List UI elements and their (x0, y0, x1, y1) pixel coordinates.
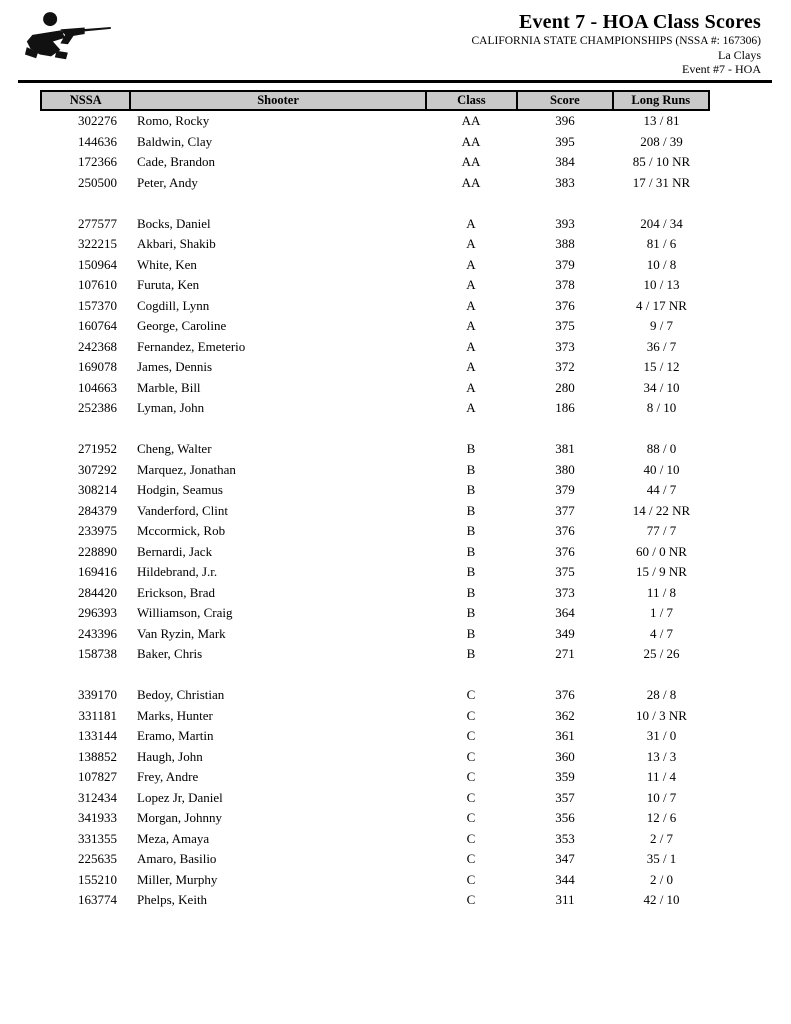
cell-shooter: Phelps, Keith (137, 892, 208, 908)
cell-shooter: Fernandez, Emeterio (137, 338, 246, 354)
cell-score: 376 (555, 523, 575, 539)
cell-score: 375 (555, 318, 575, 334)
cell-shooter: Marks, Hunter (137, 707, 213, 723)
table-row (40, 788, 710, 809)
column-header-long-runs: Long Runs (612, 92, 708, 109)
cell-nssa: 138852 (78, 748, 117, 764)
cell-long-runs: 60 / 0 NR (636, 543, 687, 559)
cell-class: C (466, 851, 476, 867)
table-row (40, 644, 710, 665)
cell-class: C (466, 748, 476, 764)
cell-shooter: Meza, Amaya (137, 830, 210, 846)
cell-nssa: 242368 (78, 338, 117, 354)
table-row (40, 357, 710, 378)
cell-shooter: Furuta, Ken (137, 277, 200, 293)
cell-nssa: 277577 (78, 215, 117, 231)
cell-score: 280 (555, 379, 575, 395)
column-header-class: Class (425, 92, 516, 109)
cell-score: 373 (555, 584, 575, 600)
cell-long-runs: 36 / 7 (646, 338, 677, 354)
cell-class: B (466, 523, 476, 539)
cell-long-runs: 35 / 1 (646, 851, 677, 867)
table-row (40, 849, 710, 870)
cell-shooter: Haugh, John (137, 748, 203, 764)
cell-class: A (466, 297, 476, 313)
table-row (40, 501, 710, 522)
cell-class: B (466, 584, 476, 600)
cell-long-runs: 10 / 3 NR (636, 707, 687, 723)
cell-shooter: Baldwin, Clay (137, 133, 213, 149)
cell-long-runs: 85 / 10 NR (632, 154, 691, 170)
cell-class: AA (461, 113, 481, 129)
cell-long-runs: 13 / 81 (643, 113, 680, 129)
cell-nssa: 284420 (78, 584, 117, 600)
cell-nssa: 157370 (78, 297, 117, 313)
table-row (40, 706, 710, 727)
table-header-row (40, 90, 710, 111)
table-row (40, 275, 710, 296)
cell-nssa: 252386 (78, 400, 117, 416)
cell-shooter: Vanderford, Clint (137, 502, 228, 518)
cell-shooter: Amaro, Basilio (137, 851, 217, 867)
cell-score: 381 (555, 441, 575, 457)
cell-shooter: Cheng, Walter (137, 441, 212, 457)
cell-long-runs: 34 / 10 (643, 379, 680, 395)
cell-long-runs: 42 / 10 (643, 892, 680, 908)
cell-score: 271 (555, 646, 575, 662)
table-row (40, 726, 710, 747)
table-row (40, 480, 710, 501)
table-row (40, 808, 710, 829)
cell-shooter: Romo, Rocky (137, 113, 210, 129)
skeet-shooter-logo-icon (18, 6, 114, 62)
cell-long-runs: 13 / 3 (646, 748, 677, 764)
table-row (40, 398, 710, 419)
cell-score: 356 (555, 810, 575, 826)
cell-score: 379 (555, 256, 575, 272)
table-row (40, 562, 710, 583)
cell-shooter: Bernardi, Jack (137, 543, 213, 559)
cell-class: A (466, 338, 476, 354)
cell-class: C (466, 687, 476, 703)
table-row (40, 460, 710, 481)
cell-nssa: 228890 (78, 543, 117, 559)
cell-shooter: Erickson, Brad (137, 584, 215, 600)
header-divider-rule (18, 80, 772, 83)
cell-score: 376 (555, 687, 575, 703)
cell-class: C (466, 728, 476, 744)
cell-score: 186 (555, 400, 575, 416)
table-row (40, 583, 710, 604)
cell-score: 377 (555, 502, 575, 518)
table-row (40, 173, 710, 194)
cell-class: A (466, 379, 476, 395)
cell-score: 357 (555, 789, 575, 805)
cell-class: B (466, 625, 476, 641)
cell-long-runs: 1 / 7 (649, 605, 674, 621)
cell-class: C (466, 769, 476, 785)
cell-class: B (466, 646, 476, 662)
cell-nssa: 284379 (78, 502, 117, 518)
cell-nssa: 163774 (78, 892, 117, 908)
cell-long-runs: 10 / 13 (643, 277, 680, 293)
cell-nssa: 158738 (78, 646, 117, 662)
table-row (40, 111, 710, 132)
cell-long-runs: 31 / 0 (646, 728, 677, 744)
cell-score: 383 (555, 174, 575, 190)
column-header-nssa: NSSA (69, 93, 102, 107)
cell-shooter: Marble, Bill (137, 379, 201, 395)
table-row (40, 747, 710, 768)
cell-score: 379 (555, 482, 575, 498)
cell-score: 395 (555, 133, 575, 149)
class-scores-table (40, 90, 710, 911)
cell-score: 380 (555, 461, 575, 477)
cell-class: AA (461, 174, 481, 190)
cell-nssa: 341933 (78, 810, 117, 826)
column-header-score: Score (516, 92, 611, 109)
cell-score: 364 (555, 605, 575, 621)
cell-long-runs: 11 / 4 (646, 769, 677, 785)
cell-nssa: 322215 (78, 236, 117, 252)
cell-nssa: 107827 (78, 769, 117, 785)
cell-long-runs: 204 / 34 (640, 215, 683, 231)
cell-class: C (466, 892, 476, 908)
cell-nssa: 160764 (78, 318, 117, 334)
cell-long-runs: 28 / 8 (646, 687, 677, 703)
cell-nssa: 339170 (78, 687, 117, 703)
cell-class: AA (461, 133, 481, 149)
cell-shooter: Cogdill, Lynn (137, 297, 210, 313)
cell-class: A (466, 318, 476, 334)
class-section-gap (40, 665, 710, 686)
cell-shooter: Van Ryzin, Mark (137, 625, 226, 641)
cell-class: C (466, 707, 476, 723)
cell-score: 344 (555, 871, 575, 887)
cell-long-runs: 81 / 6 (646, 236, 677, 252)
cell-shooter: Marquez, Jonathan (137, 461, 236, 477)
table-row (40, 234, 710, 255)
table-row (40, 685, 710, 706)
cell-nssa: 243396 (78, 625, 117, 641)
cell-nssa: 271952 (78, 441, 117, 457)
cell-nssa: 107610 (78, 277, 117, 293)
cell-nssa: 150964 (78, 256, 117, 272)
cell-long-runs: 17 / 31 NR (632, 174, 691, 190)
cell-shooter: Lopez Jr, Daniel (137, 789, 223, 805)
table-row (40, 767, 710, 788)
cell-long-runs: 11 / 8 (646, 584, 677, 600)
cell-nssa: 312434 (78, 789, 117, 805)
cell-score: 347 (555, 851, 575, 867)
report-header (472, 10, 762, 76)
cell-long-runs: 9 / 7 (649, 318, 674, 334)
cell-shooter: Cade, Brandon (137, 154, 215, 170)
cell-shooter: Hodgin, Seamus (137, 482, 223, 498)
cell-score: 372 (555, 359, 575, 375)
class-section-gap (40, 193, 710, 214)
table-row (40, 214, 710, 235)
table-row (40, 521, 710, 542)
cell-nssa: 133144 (78, 728, 117, 744)
cell-nssa: 155210 (78, 871, 117, 887)
cell-long-runs: 10 / 7 (646, 789, 677, 805)
cell-shooter: Eramo, Martin (137, 728, 214, 744)
cell-long-runs: 88 / 0 (646, 441, 677, 457)
cell-class: B (466, 502, 476, 518)
cell-shooter: Lyman, John (137, 400, 205, 416)
cell-shooter: Baker, Chris (137, 646, 203, 662)
championship-subtitle: CALIFORNIA STATE CHAMPIONSHIPS (NSSA #: 167306) (471, 35, 761, 47)
table-row (40, 337, 710, 358)
cell-long-runs: 12 / 6 (646, 810, 677, 826)
cell-score: 349 (555, 625, 575, 641)
table-row (40, 439, 710, 460)
cell-long-runs: 77 / 7 (646, 523, 677, 539)
cell-shooter: Mccormick, Rob (137, 523, 226, 539)
cell-class: A (466, 215, 476, 231)
cell-class: B (466, 482, 476, 498)
cell-score: 360 (555, 748, 575, 764)
cell-long-runs: 4 / 17 NR (636, 297, 687, 313)
cell-nssa: 296393 (78, 605, 117, 621)
cell-nssa: 169078 (78, 359, 117, 375)
club-name: La Clays (718, 48, 761, 62)
cell-score: 384 (555, 154, 575, 170)
cell-shooter: White, Ken (137, 256, 197, 272)
cell-score: 375 (555, 564, 575, 580)
cell-class: A (466, 256, 476, 272)
cell-nssa: 144636 (78, 133, 117, 149)
table-row (40, 624, 710, 645)
cell-nssa: 307292 (78, 461, 117, 477)
column-header-shooter: Shooter (129, 92, 424, 109)
table-row (40, 829, 710, 850)
table-row (40, 870, 710, 891)
cell-nssa: 169416 (78, 564, 117, 580)
cell-shooter: James, Dennis (137, 359, 213, 375)
cell-nssa: 331181 (78, 707, 117, 723)
cell-long-runs: 25 / 26 (643, 646, 680, 662)
cell-class: A (466, 236, 476, 252)
cell-shooter: Akbari, Shakib (137, 236, 216, 252)
class-section-gap (40, 419, 710, 440)
cell-class: A (466, 359, 476, 375)
cell-class: AA (461, 154, 481, 170)
cell-shooter: Hildebrand, J.r. (137, 564, 218, 580)
cell-class: C (466, 871, 476, 887)
cell-long-runs: 15 / 9 NR (636, 564, 687, 580)
cell-shooter: Morgan, Johnny (137, 810, 222, 826)
page-title: Event 7 - HOA Class Scores (518, 11, 761, 33)
cell-nssa: 233975 (78, 523, 117, 539)
cell-nssa: 104663 (78, 379, 117, 395)
cell-long-runs: 14 / 22 NR (632, 502, 691, 518)
cell-class: B (466, 441, 476, 457)
cell-class: A (466, 400, 476, 416)
cell-score: 361 (555, 728, 575, 744)
cell-long-runs: 10 / 8 (646, 256, 677, 272)
table-row (40, 542, 710, 563)
cell-shooter: Bedoy, Christian (137, 687, 225, 703)
cell-class: C (466, 789, 476, 805)
cell-nssa: 225635 (78, 851, 117, 867)
table-row (40, 132, 710, 153)
cell-score: 362 (555, 707, 575, 723)
cell-shooter: George, Caroline (137, 318, 227, 334)
cell-nssa: 250500 (78, 174, 117, 190)
cell-class: B (466, 564, 476, 580)
cell-shooter: Miller, Murphy (137, 871, 218, 887)
cell-score: 378 (555, 277, 575, 293)
cell-class: A (466, 277, 476, 293)
cell-class: B (466, 605, 476, 621)
table-row (40, 296, 710, 317)
cell-score: 376 (555, 297, 575, 313)
table-body (40, 111, 710, 911)
table-row (40, 378, 710, 399)
cell-score: 393 (555, 215, 575, 231)
cell-shooter: Peter, Andy (137, 174, 198, 190)
cell-long-runs: 208 / 39 (640, 133, 683, 149)
event-label: Event #7 - HOA (682, 62, 761, 76)
cell-class: C (466, 830, 476, 846)
cell-nssa: 308214 (78, 482, 117, 498)
table-row (40, 316, 710, 337)
cell-class: C (466, 810, 476, 826)
cell-score: 359 (555, 769, 575, 785)
table-row (40, 603, 710, 624)
table-row (40, 890, 710, 911)
cell-class: B (466, 543, 476, 559)
table-row (40, 152, 710, 173)
cell-shooter: Bocks, Daniel (137, 215, 211, 231)
cell-score: 396 (555, 113, 575, 129)
cell-shooter: Williamson, Craig (137, 605, 233, 621)
cell-long-runs: 8 / 10 (646, 400, 677, 416)
table-row (40, 255, 710, 276)
cell-class: B (466, 461, 476, 477)
cell-nssa: 172366 (78, 154, 117, 170)
cell-long-runs: 15 / 12 (643, 359, 680, 375)
cell-long-runs: 40 / 10 (643, 461, 680, 477)
cell-score: 311 (555, 892, 575, 908)
cell-score: 353 (555, 830, 575, 846)
cell-nssa: 302276 (78, 113, 117, 129)
cell-score: 376 (555, 543, 575, 559)
cell-score: 373 (555, 338, 575, 354)
cell-score: 388 (555, 236, 575, 252)
cell-shooter: Frey, Andre (137, 769, 199, 785)
cell-long-runs: 2 / 7 (649, 830, 674, 846)
cell-long-runs: 4 / 7 (649, 625, 674, 641)
cell-long-runs: 44 / 7 (646, 482, 677, 498)
cell-nssa: 331355 (78, 830, 117, 846)
cell-long-runs: 2 / 0 (649, 871, 674, 887)
